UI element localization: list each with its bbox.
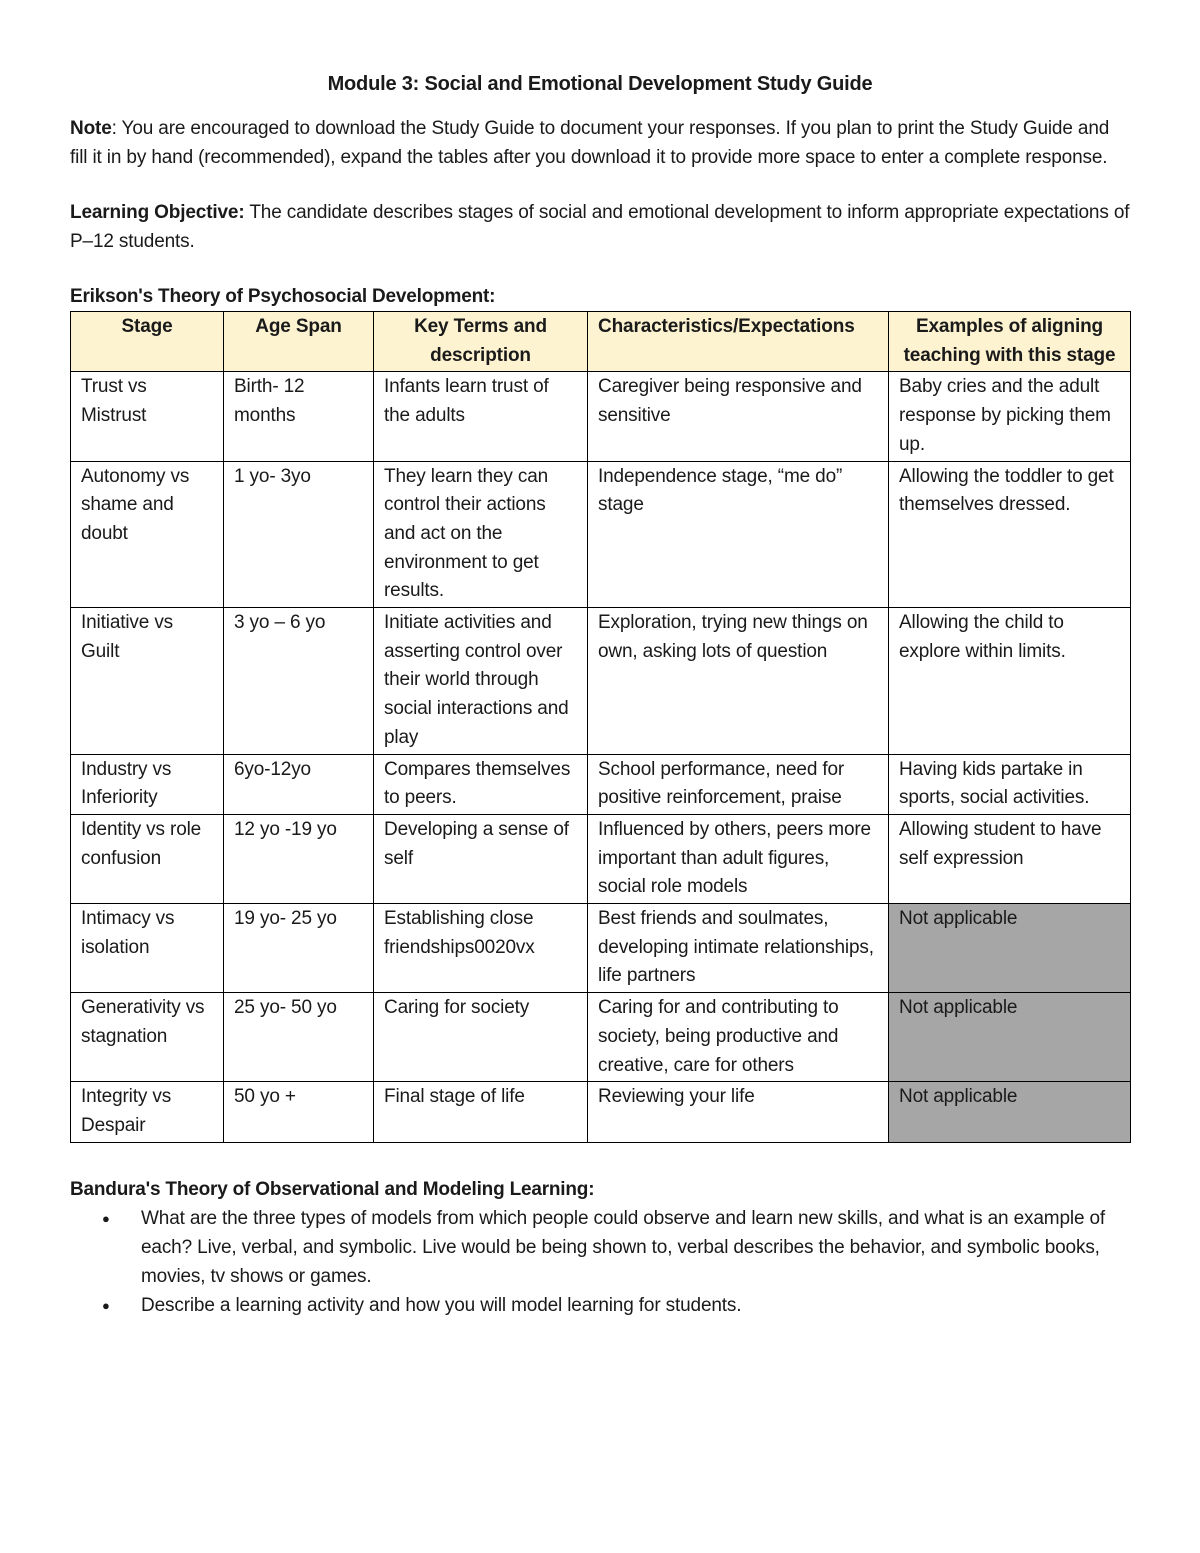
table-row [71, 814, 1131, 903]
bandura-bullet-list [70, 1204, 1130, 1320]
note-label: Note [70, 118, 112, 139]
cell-example: Having kids partake in sports, social activities. [889, 754, 1131, 814]
learning-objective-paragraph [70, 198, 1130, 256]
list-item [102, 1204, 1130, 1291]
header-stage: Stage [71, 312, 224, 372]
learning-objective-text: The candidate describes stages of social and emotional development to inform appropriate expectations of P–12 students. [70, 202, 1130, 252]
cell-example: Allowing the toddler to get themselves dressed. [889, 461, 1131, 608]
header-characteristics: Characteristics/Expectations [588, 312, 889, 372]
cell-age-span: 25 yo- 50 yo [224, 993, 374, 1082]
cell-characteristics: School performance, need for positive reinforcement, praise [588, 754, 889, 814]
cell-key-terms: Developing a sense of self [374, 814, 588, 903]
erikson-heading: Erikson's Theory of Psychosocial Development: [70, 286, 496, 307]
cell-key-terms: Final stage of life [374, 1082, 588, 1142]
table-row [71, 754, 1131, 814]
table-row [71, 461, 1131, 608]
cell-example: Baby cries and the adult response by picking them up. [889, 372, 1131, 461]
cell-characteristics: Independence stage, “me do” stage [588, 461, 889, 608]
cell-characteristics: Caring for and contributing to society, being productive and creative, care for others [588, 993, 889, 1082]
cell-characteristics: Influenced by others, peers more important than adult figures, social role models [588, 814, 889, 903]
learning-objective-label: Learning Objective: [70, 202, 245, 223]
cell-age-span: 19 yo- 25 yo [224, 904, 374, 993]
table-row [71, 904, 1131, 993]
cell-stage: Autonomy vs shame and doubt [71, 461, 224, 608]
cell-example: Allowing student to have self expression [889, 814, 1131, 903]
cell-stage: Trust vs Mistrust [71, 372, 224, 461]
cell-key-terms: Initiate activities and asserting control over their world through social interactions and play [374, 608, 588, 755]
cell-stage: Industry vs Inferiority [71, 754, 224, 814]
cell-stage: Integrity vs Despair [71, 1082, 224, 1142]
cell-age-span: 12 yo -19 yo [224, 814, 374, 903]
cell-characteristics: Reviewing your life [588, 1082, 889, 1142]
cell-key-terms: Infants learn trust of the adults [374, 372, 588, 461]
cell-stage: Intimacy vs isolation [71, 904, 224, 993]
cell-example-not-applicable: Not applicable [889, 1082, 1131, 1142]
note-paragraph [70, 114, 1130, 172]
cell-key-terms: They learn they can control their actions and act on the environment to get results. [374, 461, 588, 608]
bullet-icon: ● [102, 1210, 110, 1226]
table-row [71, 1082, 1131, 1142]
header-examples: Examples of aligning teaching with this stage [889, 312, 1131, 372]
cell-characteristics: Best friends and soulmates, developing intimate relationships, life partners [588, 904, 889, 993]
cell-key-terms: Caring for society [374, 993, 588, 1082]
cell-example-not-applicable: Not applicable [889, 993, 1131, 1082]
list-item-text: Describe a learning activity and how you will model learning for students. [141, 1294, 742, 1316]
cell-example: Allowing the child to explore within limits. [889, 608, 1131, 755]
bullet-icon: ● [102, 1297, 110, 1313]
cell-key-terms: Compares themselves to peers. [374, 754, 588, 814]
header-key-terms: Key Terms and description [374, 312, 588, 372]
cell-stage: Generativity vs stagnation [71, 993, 224, 1082]
cell-age-span: 6yo-12yo [224, 754, 374, 814]
cell-key-terms: Establishing close friendships0020vx [374, 904, 588, 993]
list-item [102, 1291, 1130, 1320]
page-title: Module 3: Social and Emotional Development Study Guide [327, 73, 873, 95]
cell-stage: Identity vs role confusion [71, 814, 224, 903]
cell-age-span: 50 yo + [224, 1082, 374, 1142]
table-row [71, 372, 1131, 461]
header-age-span: Age Span [224, 312, 374, 372]
cell-age-span: 3 yo – 6 yo [224, 608, 374, 755]
cell-stage: Initiative vs Guilt [71, 608, 224, 755]
cell-characteristics: Exploration, trying new things on own, asking lots of question [588, 608, 889, 755]
table-header-row [71, 312, 1131, 372]
table-row [71, 608, 1131, 755]
cell-age-span: 1 yo- 3yo [224, 461, 374, 608]
cell-example-not-applicable: Not applicable [889, 904, 1131, 993]
note-text: : You are encouraged to download the Study Guide to document your responses. If you plan to print the Study Guide and fill it in by hand (recommended), expand the tables after you download it to provide more space to enter a complete response. [70, 118, 1110, 168]
erikson-table [70, 311, 1131, 1143]
cell-age-span: Birth- 12 months [224, 372, 374, 461]
bandura-heading: Bandura's Theory of Observational and Modeling Learning: [70, 1178, 595, 1200]
list-item-text: What are the three types of models from which people could observe and learn new skills, and what is an example of each? Live, verbal, and symbolic. Live would be being shown to, verbal describes the behavior, and symbolic books, movies, tv shows or games. [141, 1207, 1106, 1287]
table-row [71, 993, 1131, 1082]
document-page [70, 68, 1130, 1320]
cell-characteristics: Caregiver being responsive and sensitive [588, 372, 889, 461]
